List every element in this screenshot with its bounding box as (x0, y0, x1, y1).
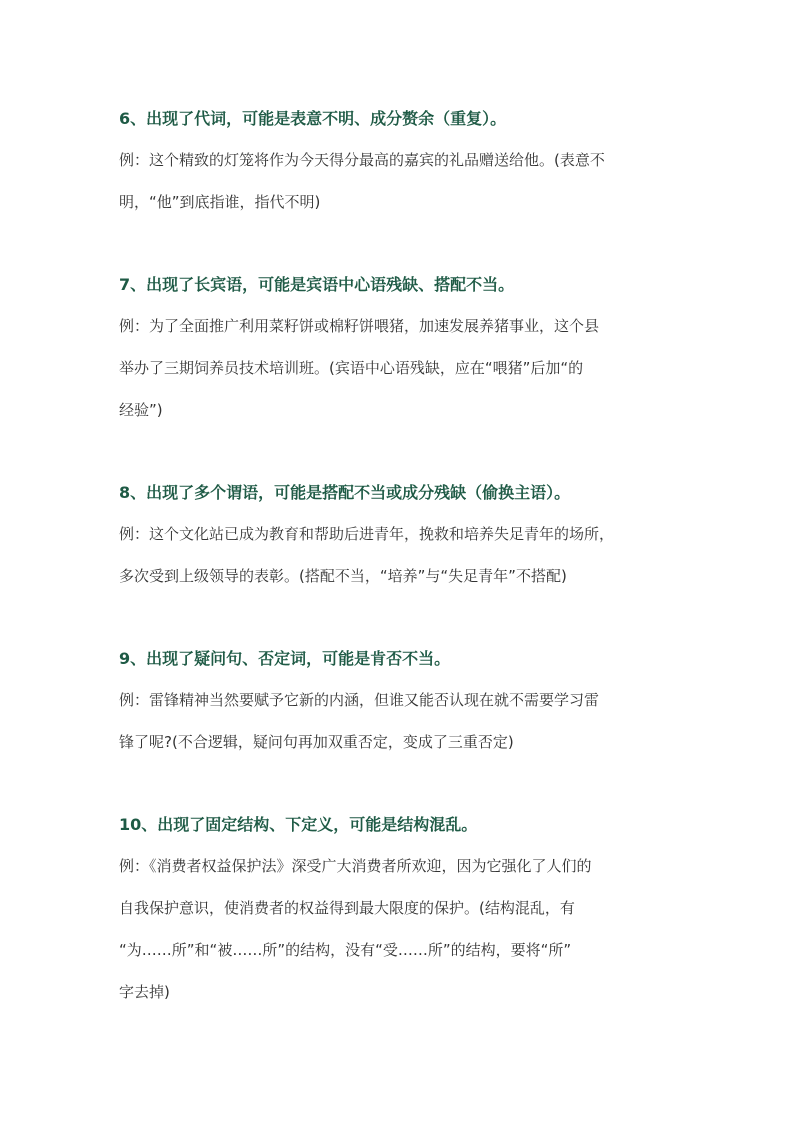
section-10-heading: 10、出现了固定结构、下定义，可能是结构混乱。 (119, 815, 478, 834)
section-9-example-line-2: 锋了呢?(不合逻辑，疑问句再加双重否定，变成了三重否定) (119, 733, 514, 751)
section-8-example-line-1: 例：这个文化站已成为教育和帮助后进青年，挽救和培养失足青年的场所， (119, 525, 615, 543)
section-10-example-line-2: 自我保护意识，使消费者的权益得到最大限度的保护。(结构混乱，有 (119, 899, 575, 917)
section-10-example-line-3: “为……所”和“被……所”的结构，没有“受……所”的结构，要将“所” (119, 941, 572, 959)
section-9-heading: 9、出现了疑问句、否定词，可能是肯否不当。 (119, 649, 451, 668)
section-8-heading: 8、出现了多个谓语，可能是搭配不当或成分残缺（偷换主语）。 (119, 483, 571, 502)
section-10-example-line-4: 字去掉) (119, 983, 170, 1001)
section-7-example-line-2: 举办了三期饲养员技术培训班。(宾语中心语残缺，应在“喂猪”后加“的 (119, 359, 584, 377)
section-6-example-line-2: 明，“他”到底指谁，指代不明) (119, 193, 321, 211)
section-7-example-line-1: 例：为了全面推广利用菜籽饼或棉籽饼喂猪，加速发展养猪事业，这个县 (119, 317, 600, 335)
section-9-example-line-1: 例：雷锋精神当然要赋予它新的内涵，但谁又能否认现在就不需要学习雷 (119, 691, 600, 709)
section-6-example-line-1: 例：这个精致的灯笼将作为今天得分最高的嘉宾的礼品赠送给他。(表意不 (119, 151, 605, 169)
section-7-example-line-3: 经验”) (119, 401, 163, 419)
section-10-example-line-1: 例：《消费者权益保护法》深受广大消费者所欢迎，因为它强化了人们的 (119, 857, 592, 875)
section-7-heading: 7、出现了长宾语，可能是宾语中心语残缺、搭配不当。 (119, 275, 515, 294)
section-6-heading: 6、出现了代词，可能是表意不明、成分赘余（重复）。 (119, 109, 507, 128)
section-8-example-line-2: 多次受到上级领导的表彰。(搭配不当，“培养”与“失足青年”不搭配) (119, 567, 567, 585)
